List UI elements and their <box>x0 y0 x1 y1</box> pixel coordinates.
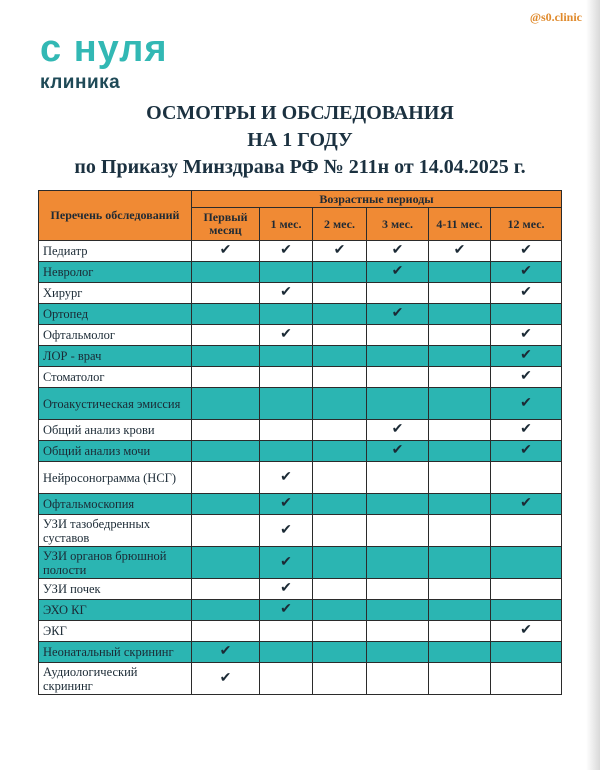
empty-cell <box>429 325 491 346</box>
empty-cell <box>260 441 313 462</box>
exam-name: Нейросонограмма (НСГ) <box>39 462 192 494</box>
empty-cell <box>313 304 367 325</box>
empty-cell <box>313 579 367 600</box>
empty-cell <box>429 441 491 462</box>
empty-cell <box>367 325 429 346</box>
table-row <box>39 325 562 346</box>
clinic-logo <box>40 30 168 94</box>
check-icon: ✔ <box>491 441 562 462</box>
check-icon: ✔ <box>491 262 562 283</box>
empty-cell <box>313 441 367 462</box>
empty-cell <box>491 600 562 621</box>
check-icon: ✔ <box>491 621 562 642</box>
empty-cell <box>367 515 429 547</box>
empty-cell <box>313 462 367 494</box>
check-icon: ✔ <box>260 515 313 547</box>
empty-cell <box>367 600 429 621</box>
empty-cell <box>313 283 367 304</box>
empty-cell <box>367 346 429 367</box>
empty-cell <box>429 304 491 325</box>
table-row <box>39 621 562 642</box>
header-period-5: 12 мес. <box>491 208 562 241</box>
check-icon: ✔ <box>491 325 562 346</box>
empty-cell <box>192 494 260 515</box>
empty-cell <box>429 462 491 494</box>
empty-cell <box>429 420 491 441</box>
empty-cell <box>192 547 260 579</box>
exam-name: Отоакустическая эмиссия <box>39 388 192 420</box>
check-icon: ✔ <box>491 367 562 388</box>
empty-cell <box>260 367 313 388</box>
table-row <box>39 420 562 441</box>
empty-cell <box>367 462 429 494</box>
empty-cell <box>429 579 491 600</box>
empty-cell <box>491 462 562 494</box>
empty-cell <box>429 621 491 642</box>
exam-name: Неонатальный скрининг <box>39 642 192 663</box>
exam-name: УЗИ тазобедренных суставов <box>39 515 192 547</box>
empty-cell <box>260 642 313 663</box>
check-icon: ✔ <box>192 241 260 262</box>
check-icon: ✔ <box>367 262 429 283</box>
empty-cell <box>429 346 491 367</box>
empty-cell <box>429 367 491 388</box>
exam-name: Офтальмоскопия <box>39 494 192 515</box>
empty-cell <box>192 420 260 441</box>
empty-cell <box>313 642 367 663</box>
empty-cell <box>192 579 260 600</box>
empty-cell <box>313 621 367 642</box>
empty-cell <box>491 515 562 547</box>
exam-name: Аудиологический скрининг <box>39 663 192 695</box>
empty-cell <box>192 600 260 621</box>
check-icon: ✔ <box>192 642 260 663</box>
page-title-line-1: ОСМОТРЫ И ОБСЛЕДОВАНИЯ <box>146 102 454 124</box>
check-icon: ✔ <box>260 283 313 304</box>
empty-cell <box>429 388 491 420</box>
check-icon: ✔ <box>260 547 313 579</box>
empty-cell <box>491 304 562 325</box>
empty-cell <box>192 621 260 642</box>
empty-cell <box>367 388 429 420</box>
page-title-line-2: НА 1 ГОДУ <box>247 129 353 151</box>
logo-sub-text: клиника <box>40 72 121 93</box>
header-exam-list: Перечень обследований <box>39 191 192 241</box>
empty-cell <box>367 367 429 388</box>
exam-name: Ортопед <box>39 304 192 325</box>
empty-cell <box>313 325 367 346</box>
empty-cell <box>367 642 429 663</box>
header-period-0: Первый месяц <box>192 208 260 241</box>
empty-cell <box>192 346 260 367</box>
empty-cell <box>192 515 260 547</box>
empty-cell <box>429 642 491 663</box>
empty-cell <box>313 600 367 621</box>
header-period-3: 3 мес. <box>367 208 429 241</box>
empty-cell <box>367 663 429 695</box>
check-icon: ✔ <box>367 241 429 262</box>
empty-cell <box>313 388 367 420</box>
table-row <box>39 367 562 388</box>
empty-cell <box>429 262 491 283</box>
empty-cell <box>192 283 260 304</box>
exam-name: Хирург <box>39 283 192 304</box>
table-row <box>39 304 562 325</box>
table-row <box>39 494 562 515</box>
table-row <box>39 462 562 494</box>
empty-cell <box>192 367 260 388</box>
table-row <box>39 283 562 304</box>
table-row <box>39 241 562 262</box>
check-icon: ✔ <box>260 600 313 621</box>
exam-name: ЭХО КГ <box>39 600 192 621</box>
empty-cell <box>313 346 367 367</box>
exam-name: Педиатр <box>39 241 192 262</box>
exam-name: Невролог <box>39 262 192 283</box>
empty-cell <box>260 420 313 441</box>
exam-name: Общий анализ мочи <box>39 441 192 462</box>
table-row <box>39 515 562 547</box>
check-icon: ✔ <box>491 346 562 367</box>
empty-cell <box>367 283 429 304</box>
empty-cell <box>491 547 562 579</box>
exam-name: Стоматолог <box>39 367 192 388</box>
empty-cell <box>429 663 491 695</box>
empty-cell <box>429 283 491 304</box>
exam-name: Офтальмолог <box>39 325 192 346</box>
empty-cell <box>313 262 367 283</box>
exam-name: УЗИ органов брюшной полости <box>39 547 192 579</box>
empty-cell <box>192 441 260 462</box>
check-icon: ✔ <box>491 494 562 515</box>
check-icon: ✔ <box>192 663 260 695</box>
table-row <box>39 346 562 367</box>
header-period-4: 4-11 мес. <box>429 208 491 241</box>
empty-cell <box>429 494 491 515</box>
empty-cell <box>192 262 260 283</box>
empty-cell <box>491 642 562 663</box>
empty-cell <box>429 515 491 547</box>
table-row <box>39 262 562 283</box>
empty-cell <box>260 304 313 325</box>
empty-cell <box>260 346 313 367</box>
check-icon: ✔ <box>429 241 491 262</box>
check-icon: ✔ <box>260 325 313 346</box>
empty-cell <box>260 262 313 283</box>
empty-cell <box>491 579 562 600</box>
check-icon: ✔ <box>313 241 367 262</box>
empty-cell <box>313 420 367 441</box>
header-period-1: 1 мес. <box>260 208 313 241</box>
exam-name: ЛОР - врач <box>39 346 192 367</box>
check-icon: ✔ <box>260 579 313 600</box>
empty-cell <box>313 547 367 579</box>
header-period-2: 2 мес. <box>313 208 367 241</box>
table-row <box>39 600 562 621</box>
logo-main-text: с нуля <box>40 28 168 70</box>
empty-cell <box>313 515 367 547</box>
empty-cell <box>260 663 313 695</box>
empty-cell <box>313 663 367 695</box>
empty-cell <box>367 621 429 642</box>
empty-cell <box>313 367 367 388</box>
exam-name: УЗИ почек <box>39 579 192 600</box>
exam-name: ЭКГ <box>39 621 192 642</box>
check-icon: ✔ <box>367 304 429 325</box>
check-icon: ✔ <box>260 494 313 515</box>
check-icon: ✔ <box>491 241 562 262</box>
page-title-line-3: по Приказу Минздрава РФ № 211н от 14.04.2025 г. <box>74 156 526 178</box>
check-icon: ✔ <box>491 283 562 304</box>
empty-cell <box>192 388 260 420</box>
check-icon: ✔ <box>491 420 562 441</box>
check-icon: ✔ <box>367 441 429 462</box>
check-icon: ✔ <box>260 462 313 494</box>
table-row <box>39 642 562 663</box>
empty-cell <box>192 325 260 346</box>
exam-name: Общий анализ крови <box>39 420 192 441</box>
header-age-periods: Возрастные периоды <box>192 191 562 208</box>
examination-table <box>38 190 562 695</box>
table-row <box>39 441 562 462</box>
empty-cell <box>367 579 429 600</box>
table-row <box>39 663 562 695</box>
empty-cell <box>429 600 491 621</box>
empty-cell <box>367 547 429 579</box>
check-icon: ✔ <box>367 420 429 441</box>
check-icon: ✔ <box>491 388 562 420</box>
empty-cell <box>260 388 313 420</box>
empty-cell <box>429 547 491 579</box>
check-icon: ✔ <box>260 241 313 262</box>
table-row <box>39 388 562 420</box>
empty-cell <box>192 304 260 325</box>
empty-cell <box>192 462 260 494</box>
empty-cell <box>367 494 429 515</box>
empty-cell <box>260 621 313 642</box>
instagram-handle: @s0.clinic <box>529 10 582 24</box>
empty-cell <box>313 494 367 515</box>
empty-cell <box>491 663 562 695</box>
table-row <box>39 579 562 600</box>
table-row <box>39 547 562 579</box>
